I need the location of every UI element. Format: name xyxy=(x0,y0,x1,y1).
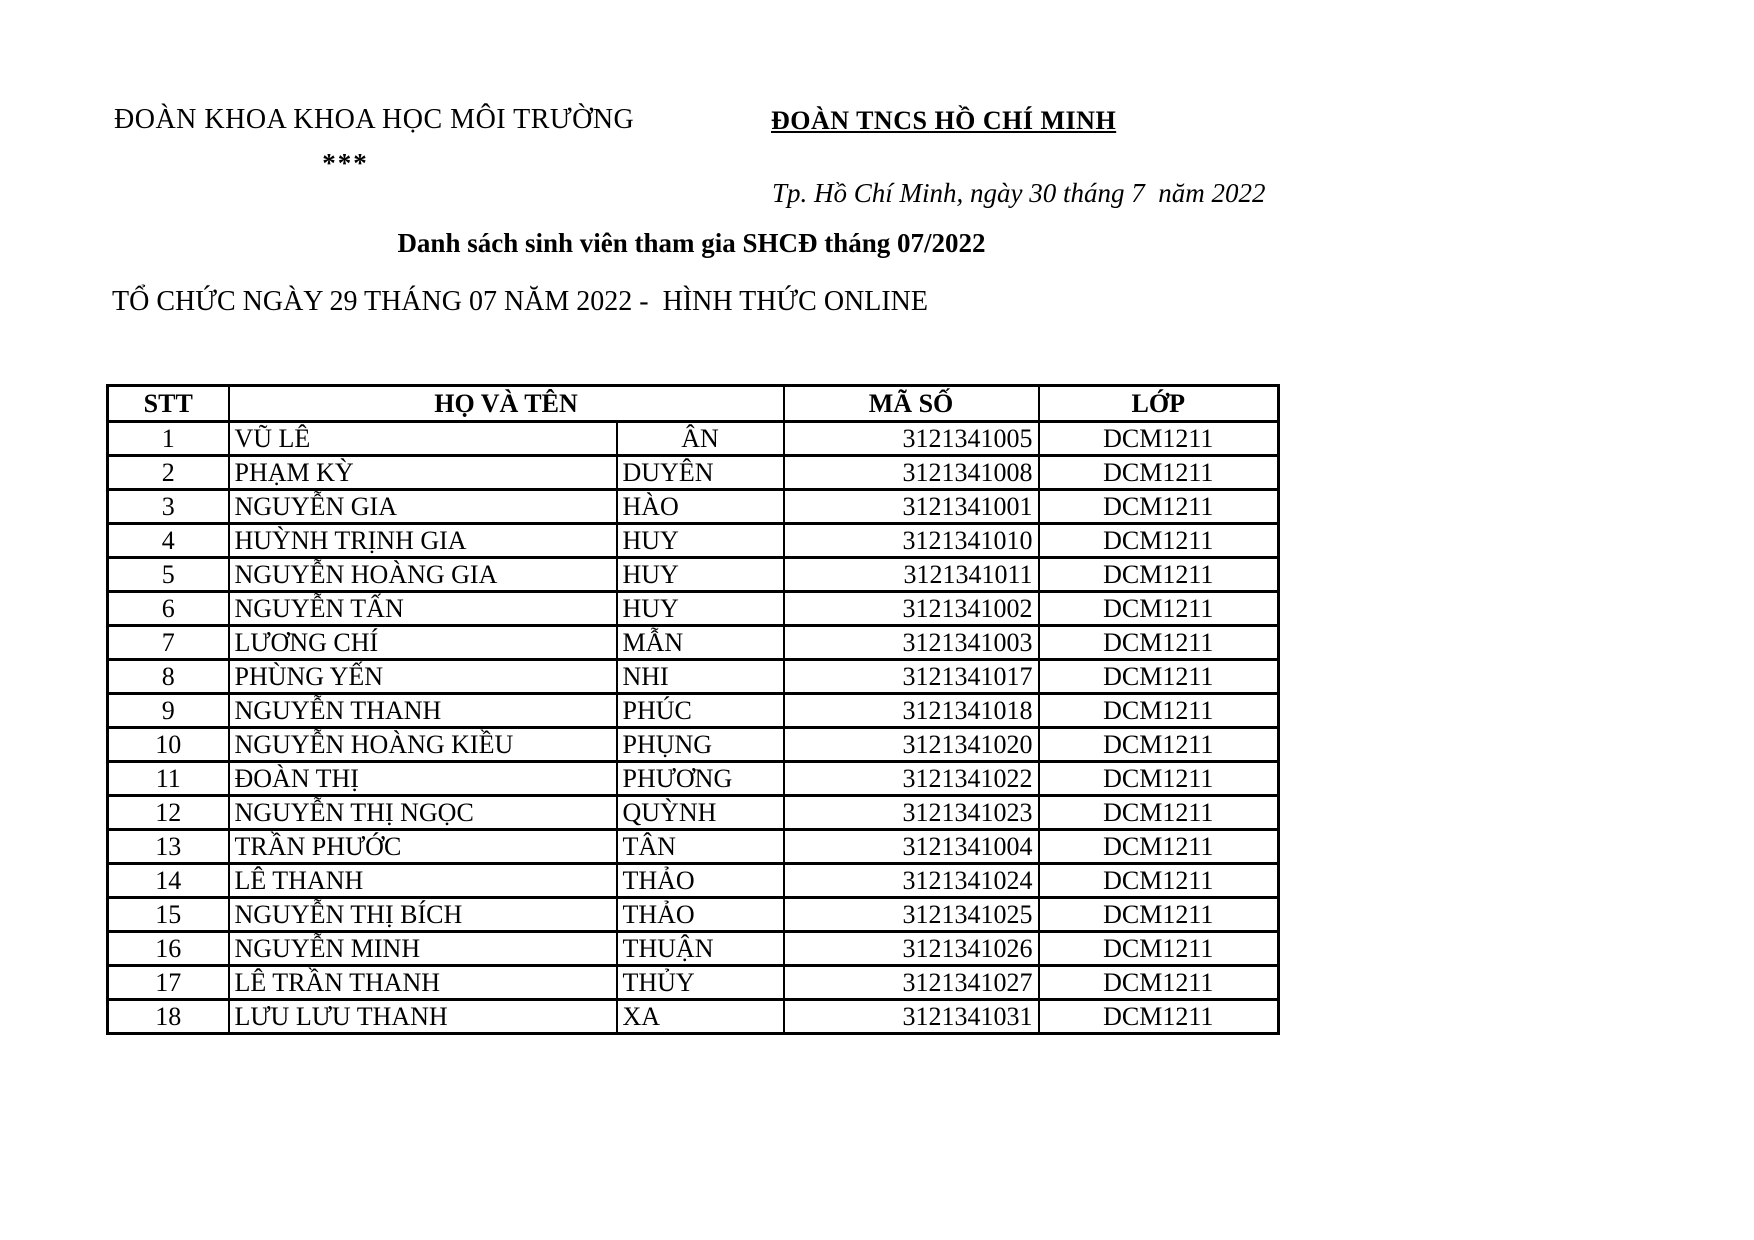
table-row xyxy=(108,1000,1279,1034)
cell-given-name: XA xyxy=(617,1000,784,1034)
cell-given-name: PHỤNG xyxy=(617,728,784,762)
cell-family-name: NGUYỄN MINH xyxy=(229,932,617,966)
cell-family-name: NGUYỄN THỊ BÍCH xyxy=(229,898,617,932)
cell-family-name: LÊ TRẦN THANH xyxy=(229,966,617,1000)
cell-stt: 4 xyxy=(108,524,229,558)
cell-family-name: LƯU LƯU THANH xyxy=(229,1000,617,1034)
cell-given-name: PHƯƠNG xyxy=(617,762,784,796)
document-title: Danh sách sinh viên tham gia SHCĐ tháng 07/2022 xyxy=(397,228,986,258)
cell-class: DCM1211 xyxy=(1039,966,1279,1000)
cell-given-name: TÂN xyxy=(617,830,784,864)
cell-class: DCM1211 xyxy=(1039,694,1279,728)
cell-given-name: THẢO xyxy=(617,898,784,932)
cell-student-id: 3121341018 xyxy=(784,694,1039,728)
cell-class: DCM1211 xyxy=(1039,626,1279,660)
cell-student-id: 3121341001 xyxy=(784,490,1039,524)
student-table xyxy=(106,384,1280,1035)
cell-class: DCM1211 xyxy=(1039,796,1279,830)
cell-stt: 2 xyxy=(108,456,229,490)
cell-stt: 15 xyxy=(108,898,229,932)
cell-stt: 18 xyxy=(108,1000,229,1034)
table-row xyxy=(108,456,1279,490)
cell-student-id: 3121341004 xyxy=(784,830,1039,864)
cell-family-name: PHÙNG YẾN xyxy=(229,660,617,694)
cell-family-name: NGUYỄN THANH xyxy=(229,694,617,728)
cell-family-name: NGUYỄN HOÀNG GIA xyxy=(229,558,617,592)
cell-class: DCM1211 xyxy=(1039,864,1279,898)
column-header-stt: STT xyxy=(108,386,229,422)
cell-family-name: NGUYỄN HOÀNG KIỀU xyxy=(229,728,617,762)
cell-stt: 8 xyxy=(108,660,229,694)
cell-given-name: DUYÊN xyxy=(617,456,784,490)
cell-student-id: 3121341002 xyxy=(784,592,1039,626)
table-row xyxy=(108,490,1279,524)
cell-stt: 13 xyxy=(108,830,229,864)
cell-student-id: 3121341026 xyxy=(784,932,1039,966)
cell-given-name: NHI xyxy=(617,660,784,694)
cell-student-id: 3121341005 xyxy=(784,422,1039,456)
cell-family-name: HUỲNH TRỊNH GIA xyxy=(229,524,617,558)
table-row xyxy=(108,592,1279,626)
cell-given-name: HÀO xyxy=(617,490,784,524)
cell-student-id: 3121341022 xyxy=(784,762,1039,796)
cell-family-name: TRẦN PHƯỚC xyxy=(229,830,617,864)
cell-class: DCM1211 xyxy=(1039,932,1279,966)
cell-stt: 5 xyxy=(108,558,229,592)
cell-given-name: QUỲNH xyxy=(617,796,784,830)
table-row xyxy=(108,524,1279,558)
cell-student-id: 3121341017 xyxy=(784,660,1039,694)
cell-stt: 16 xyxy=(108,932,229,966)
cell-family-name: NGUYỄN TẤN xyxy=(229,592,617,626)
cell-family-name: NGUYỄN THỊ NGỌC xyxy=(229,796,617,830)
org-left-separator-stars: *** xyxy=(322,148,369,178)
table-row xyxy=(108,932,1279,966)
column-header-id: MÃ SỐ xyxy=(784,386,1039,422)
cell-student-id: 3121341025 xyxy=(784,898,1039,932)
cell-class: DCM1211 xyxy=(1039,456,1279,490)
cell-given-name: PHÚC xyxy=(617,694,784,728)
cell-class: DCM1211 xyxy=(1039,422,1279,456)
cell-class: DCM1211 xyxy=(1039,592,1279,626)
cell-stt: 11 xyxy=(108,762,229,796)
table-row xyxy=(108,898,1279,932)
column-header-class: LỚP xyxy=(1039,386,1279,422)
cell-family-name: PHẠM KỲ xyxy=(229,456,617,490)
cell-student-id: 3121341010 xyxy=(784,524,1039,558)
cell-family-name: VŨ LÊ xyxy=(229,422,617,456)
cell-student-id: 3121341027 xyxy=(784,966,1039,1000)
cell-family-name: LÊ THANH xyxy=(229,864,617,898)
cell-student-id: 3121341008 xyxy=(784,456,1039,490)
table-row xyxy=(108,796,1279,830)
cell-student-id: 3121341023 xyxy=(784,796,1039,830)
table-row xyxy=(108,830,1279,864)
cell-family-name: ĐOÀN THỊ xyxy=(229,762,617,796)
cell-class: DCM1211 xyxy=(1039,830,1279,864)
cell-student-id: 3121341020 xyxy=(784,728,1039,762)
cell-given-name: HUY xyxy=(617,524,784,558)
cell-class: DCM1211 xyxy=(1039,524,1279,558)
table-row xyxy=(108,660,1279,694)
table-header-row xyxy=(108,386,1279,422)
cell-stt: 12 xyxy=(108,796,229,830)
table-row xyxy=(108,694,1279,728)
cell-stt: 1 xyxy=(108,422,229,456)
table-row xyxy=(108,762,1279,796)
cell-given-name: HUY xyxy=(617,558,784,592)
cell-stt: 9 xyxy=(108,694,229,728)
cell-class: DCM1211 xyxy=(1039,728,1279,762)
cell-given-name: THỦY xyxy=(617,966,784,1000)
table-row xyxy=(108,626,1279,660)
cell-stt: 14 xyxy=(108,864,229,898)
cell-family-name: NGUYỄN GIA xyxy=(229,490,617,524)
cell-given-name: THUẬN xyxy=(617,932,784,966)
cell-class: DCM1211 xyxy=(1039,898,1279,932)
cell-class: DCM1211 xyxy=(1039,762,1279,796)
org-name-right: ĐOÀN TNCS HỒ CHÍ MINH xyxy=(771,106,1117,135)
cell-class: DCM1211 xyxy=(1039,660,1279,694)
table-row xyxy=(108,966,1279,1000)
cell-given-name: THẢO xyxy=(617,864,784,898)
cell-given-name: HUY xyxy=(617,592,784,626)
cell-student-id: 3121341031 xyxy=(784,1000,1039,1034)
cell-stt: 17 xyxy=(108,966,229,1000)
cell-given-name: ÂN xyxy=(617,422,784,456)
cell-student-id: 3121341003 xyxy=(784,626,1039,660)
cell-student-id: 3121341011 xyxy=(784,558,1039,592)
cell-class: DCM1211 xyxy=(1039,558,1279,592)
org-name-left: ĐOÀN KHOA KHOA HỌC MÔI TRƯỜNG xyxy=(114,104,635,135)
cell-stt: 7 xyxy=(108,626,229,660)
cell-given-name: MẪN xyxy=(617,626,784,660)
table-row xyxy=(108,422,1279,456)
cell-class: DCM1211 xyxy=(1039,1000,1279,1034)
cell-class: DCM1211 xyxy=(1039,490,1279,524)
table-row xyxy=(108,864,1279,898)
cell-stt: 10 xyxy=(108,728,229,762)
cell-stt: 6 xyxy=(108,592,229,626)
table-row xyxy=(108,558,1279,592)
cell-family-name: LƯƠNG CHÍ xyxy=(229,626,617,660)
cell-stt: 3 xyxy=(108,490,229,524)
cell-student-id: 3121341024 xyxy=(784,864,1039,898)
document-subtitle: TỔ CHỨC NGÀY 29 THÁNG 07 NĂM 2022 - HÌNH THỨC ONLINE xyxy=(112,286,929,317)
table-row xyxy=(108,728,1279,762)
document-date-line: Tp. Hồ Chí Minh, ngày 30 tháng 7 năm 2022 xyxy=(772,178,1266,208)
column-header-name: HỌ VÀ TÊN xyxy=(229,386,784,422)
